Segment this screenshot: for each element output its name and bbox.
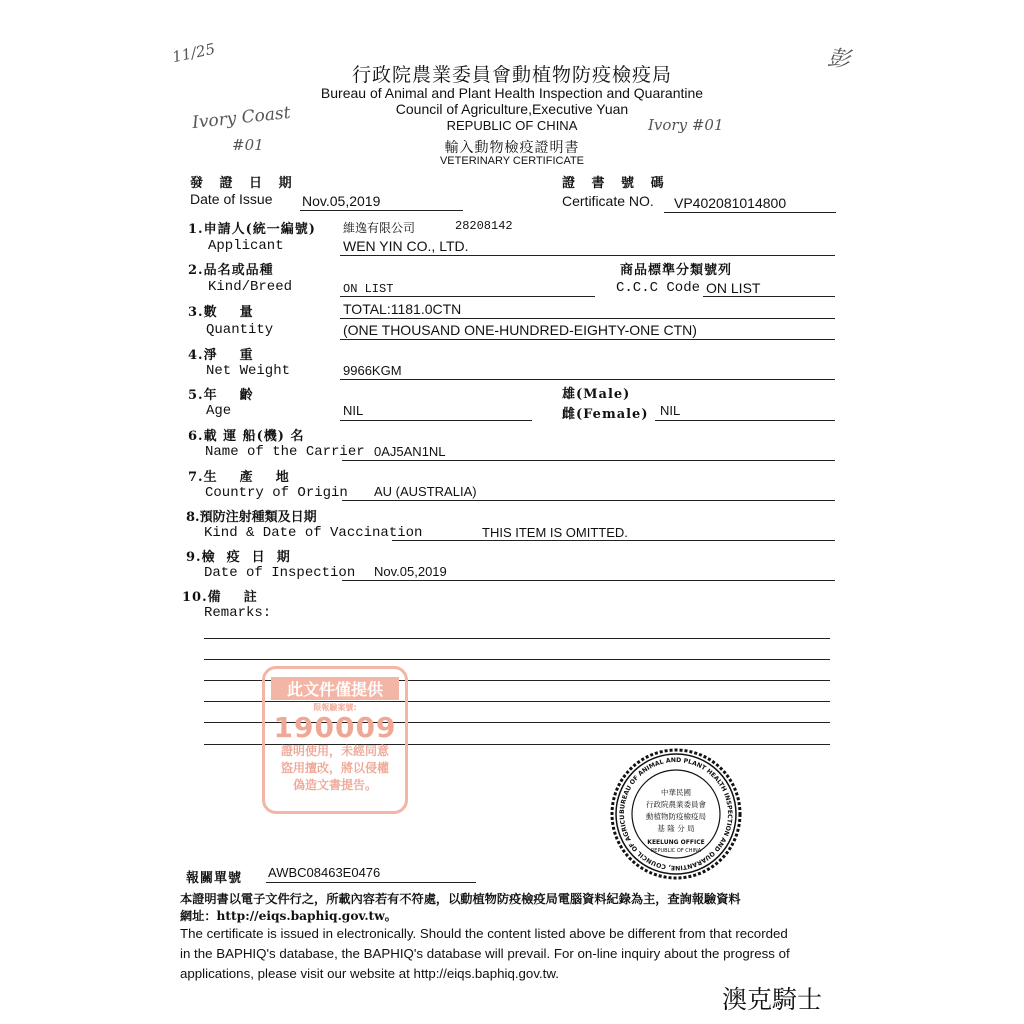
usage-restriction-stamp <box>262 666 408 814</box>
applicant-value-cn: 維逸有限公司 <box>343 221 416 235</box>
stamp-line4: 盜用擅改，將以侵權 <box>280 761 389 775</box>
kind-label-cn: 2.品名或品種 <box>188 263 274 278</box>
declaration-label-cn: 報關單號 <box>186 871 243 886</box>
sex-value: NIL <box>660 403 681 418</box>
remarks-label-cn: 10.備 註 <box>182 590 258 605</box>
ccc-value: ON LIST <box>706 280 761 296</box>
issue-date-label-en: Date of Issue <box>190 191 273 207</box>
seal-bottom2: REPUBLIC OF CHINA <box>650 848 702 854</box>
declaration-value: AWBC08463E0476 <box>268 865 381 880</box>
age-value: NIL <box>343 403 364 418</box>
quantity-value-words: (ONE THOUSAND ONE-HUNDRED-EIGHTY-ONE CTN) <box>343 322 697 338</box>
weight-label-en: Net Weight <box>206 363 291 379</box>
certificate-title-en: VETERINARY CERTIFICATE <box>439 155 585 167</box>
handwritten-right-note: Ivory #01 <box>648 116 724 134</box>
issue-date-label-cn: 發 證 日 期 <box>190 176 298 191</box>
male-label: 雄(Male) <box>562 387 631 402</box>
footer-cn-line1: 本證明書以電子文件行之，所載內容若有不符處，以動植物防疫檢疫局電腦資料紀錄為主，查詢報驗資料 <box>180 892 741 906</box>
seal-ring-text: BUREAU OF ANIMAL AND PLANT HEALTH INSPECTION AND QUARANTINE, COUNCIL OF AGRICU <box>618 756 734 872</box>
remarks-label-en: Remarks: <box>204 605 272 621</box>
stamp-line3: 證明使用，未經同意 <box>280 744 389 758</box>
country-name-en: REPUBLIC OF CHINA <box>446 118 578 133</box>
inspection-value: Nov.05,2019 <box>374 564 447 579</box>
footer-cn-line2: 網址：http://eiqs.baphiq.gov.tw。 <box>180 909 397 923</box>
kind-label-en: Kind/Breed <box>208 279 293 295</box>
stamp-line1: 此文件僅提供 <box>271 677 399 700</box>
brand-watermark: 澳克騎士 <box>722 986 823 1014</box>
age-label-en: Age <box>206 403 232 419</box>
origin-label-cn: 7.生 產 地 <box>188 470 290 485</box>
quantity-value: TOTAL:1181.0CTN <box>343 301 462 317</box>
agency-name-cn: 行政院農業委員會動植物防疫檢疫局 <box>351 64 672 86</box>
origin-label-en: Country of Origin <box>205 485 348 501</box>
seal-line1: 中華民國 <box>661 788 691 797</box>
seal-bottom1: KEELUNG OFFICE <box>647 839 705 846</box>
seal-line3: 動植物防疫檢疫局 <box>646 812 706 821</box>
stamp-line2: 限報驗案號: <box>313 703 357 712</box>
kind-value: ON LIST <box>343 282 394 296</box>
handwritten-initials: 彭 <box>826 45 852 74</box>
age-label-cn: 5.年 齡 <box>188 388 254 403</box>
applicant-label-en: Applicant <box>208 238 284 254</box>
stamp-line5: 偽造文書提告。 <box>292 778 377 792</box>
inspection-label-cn: 9.檢 疫 日 期 <box>186 550 291 565</box>
quantity-label-cn: 3.數 量 <box>188 305 254 320</box>
inspection-label-en: Date of Inspection <box>204 565 356 581</box>
quantity-label-en: Quantity <box>206 322 274 338</box>
certificate-title-cn: 輸入動物檢疫證明書 <box>444 140 580 156</box>
footer-en-line3: applications, please visit our website at http://eiqs.baphiq.gov.tw. <box>180 966 559 981</box>
issue-date-value: Nov.05,2019 <box>302 193 381 209</box>
cert-no-label-en: Certificate NO. <box>562 193 654 209</box>
applicant-value-en: WEN YIN CO., LTD. <box>343 238 469 254</box>
cert-no-label-cn: 證 書 號 碼 <box>562 176 670 191</box>
carrier-value: 0AJ5AN1NL <box>374 444 446 459</box>
ccc-label-cn: 商品標準分類號列 <box>620 263 733 278</box>
weight-value: 9966KGM <box>343 363 402 378</box>
ccc-label-en: C.C.C Code <box>616 280 701 296</box>
seal-line2: 行政院農業委員會 <box>646 800 706 809</box>
female-label: 雌(Female) <box>562 407 649 422</box>
vaccination-label-en: Kind & Date of Vaccination <box>204 525 423 541</box>
applicant-tax-id: 28208142 <box>455 219 513 233</box>
handwritten-corner-note: 11/25 <box>170 39 217 67</box>
handwritten-ivory-number: #01 <box>232 136 264 154</box>
footer-en-line2: in the BAPHIQ's database, the BAPHIQ's database will prevail. For on-line inquiry about the progress of <box>180 946 790 961</box>
council-name-en: Council of Agriculture,Executive Yuan <box>395 101 629 117</box>
vaccination-value: THIS ITEM IS OMITTED. <box>482 525 628 540</box>
cert-no-value: VP402081014800 <box>674 195 787 211</box>
applicant-label-cn: 1.申請人(統一編號) <box>188 222 316 237</box>
official-seal <box>610 748 742 880</box>
handwritten-ivory-coast: Ivory Coast <box>191 102 292 134</box>
carrier-label-cn: 6.載 運 船(機) 名 <box>188 429 305 444</box>
footer-en-line1: The certificate is issued in electronically. Should the content listed above be different from that recorded <box>180 926 788 941</box>
stamp-number: 190009 <box>273 711 397 744</box>
seal-line4: 基 隆 分 局 <box>657 824 695 833</box>
vaccination-label-cn: 8.預防注射種類及日期 <box>186 510 317 525</box>
agency-name-en: Bureau of Animal and Plant Health Inspection and Quarantine <box>320 85 704 101</box>
origin-value: AU (AUSTRALIA) <box>374 484 477 499</box>
carrier-label-en: Name of the Carrier <box>205 444 365 460</box>
weight-label-cn: 4.淨 重 <box>188 348 254 363</box>
